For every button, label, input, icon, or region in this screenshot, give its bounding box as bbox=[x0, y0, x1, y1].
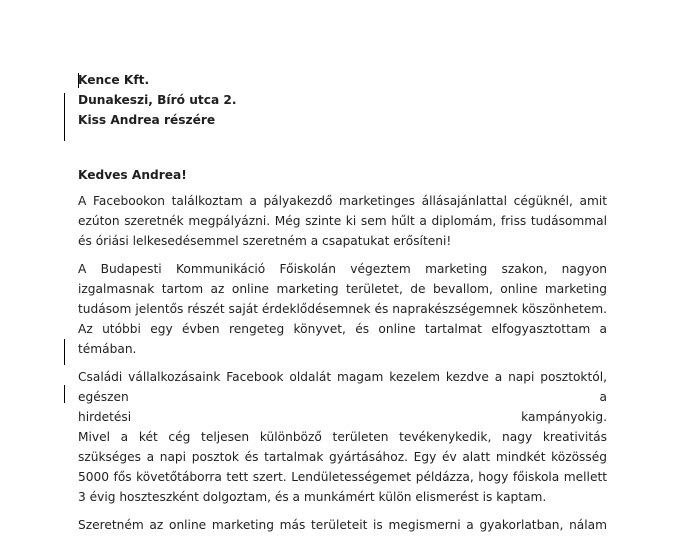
paragraph-experience bbox=[78, 367, 607, 507]
company-name: Kence Kft. bbox=[78, 73, 150, 87]
experience-line-1: Családi vállalkozásaink Facebook oldalát magam kezelem kezdve a napi posztoktól, egészen a bbox=[78, 370, 607, 404]
revision-bar-paragraph-3 bbox=[64, 385, 65, 403]
experience-line-2-start: hirdetési bbox=[78, 410, 132, 424]
closing-line-1: Szeretném az online marketing más területeit is megismerni a gyakorlatban, nálam bbox=[78, 518, 607, 532]
paragraph-education: A Budapesti Kommunikáció Főiskolán végeztem marketing szakon, nagyon izgalmasnak tartom az online marketing területet, de bevallom, online marketing tudásom jelentős részét saját érdeklődésemnek és naprakészségemnek köszönhetem. Az utóbbi egy évben rengeteg könyvet, és online tartalmat elfogyasztottam a témában. bbox=[78, 262, 607, 356]
revision-bar-address bbox=[64, 93, 65, 141]
street-address: Dunakeszi, Bíró utca 2. bbox=[78, 93, 237, 107]
experience-line-2-end: kampányokig. bbox=[521, 410, 607, 424]
letter-body[interactable] bbox=[78, 70, 607, 543]
salutation: Kedves Andrea! bbox=[78, 168, 187, 182]
recipient-name: Kiss Andrea részére bbox=[78, 113, 216, 127]
revision-bar-paragraph-2 bbox=[64, 339, 65, 365]
experience-rest: Mivel a két cég teljesen különböző területen tevékenykedik, nagy kreativitás szükséges a napi posztok és tartalmak gyártásához. Egy év alatt mindkét közösség 5000 fős követőtáborra tett szert. Lendületességemet példázza, hogy főiskola mellett 3 évig hoszteszként dolgoztam, és a munkámért külön elismerést is kaptam. bbox=[78, 430, 607, 504]
paragraph-intro: A Facebookon találkoztam a pályakezdő marketinges állásajánlattal cégüknél, amit ezúton szeretnék megpályázni. Még szinte ki sem hűlt a diplomám, friss tudásommal és óriási lelkesedésemmel szeretném a csapatukat erősíteni! bbox=[78, 194, 607, 248]
experience-line-2 bbox=[78, 407, 607, 427]
recipient-address-block bbox=[78, 70, 607, 130]
paragraph-closing bbox=[78, 515, 607, 535]
